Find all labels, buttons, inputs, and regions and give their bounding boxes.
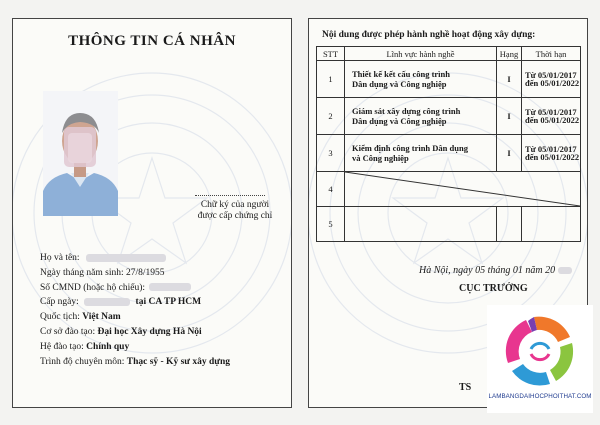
page-title: THÔNG TIN CÁ NHÂN [68,33,236,49]
dob-row: Ngày tháng năm sinh: 27/8/1955 [40,267,165,278]
col-stt: STT [317,47,345,61]
redacted-year [558,267,572,274]
signer-name: TS [459,382,472,393]
col-rank: Hạng [497,47,522,61]
table-header [317,47,581,61]
name-row: Họ và tên: [40,251,290,266]
redacted-id [149,283,191,291]
table-row: 3 Kiểm định công trình Dân dụng và Công nghiệp I Từ 05/01/2017 đến 05/01/2022 [317,135,581,172]
table-row: 1 Thiết kế kết cấu công trình Dân dụng và Công nghiệp I Từ 05/01/2017 đến 05/01/2022 [317,61,581,98]
col-field: Lĩnh vực hành nghề [345,47,497,61]
school-row: Cơ sở đào tạo: Đại học Xây dựng Hà Nội [40,326,202,337]
site-watermark [487,305,593,413]
table-row: 2 Giám sát xây dựng công trình Dân dụng và Công nghiệp I Từ 05/01/2017 đến 05/01/2022 [317,98,581,135]
signature-caption: Chữ ký của người được cấp chứng chỉ [197,200,273,221]
nationality-row: Quốc tịch: Việt Nam [40,312,121,323]
issue-date-row: Cấp ngày: tại CA TP HCM [40,297,202,308]
table-row: 4 [317,172,581,207]
strikeout-cell [345,172,581,207]
table-row: 5 [317,207,581,242]
signature-line [195,195,265,196]
id-number-row: Số CMND (hoặc hộ chiếu): [40,281,290,296]
issue-place-date: Hà Nội, ngày 05 tháng 01 năm 20 [419,265,572,276]
redacted-name [86,254,166,262]
scope-heading: Nội dung được phép hành nghề hoạt động xây dựng: [322,30,536,40]
col-term: Thời hạn [522,47,581,61]
strikeout-line [345,172,580,206]
training-system-row: Hệ đào tạo: Chính quy [40,341,130,352]
license-table [316,46,581,242]
director-title: CỤC TRƯỞNG [459,283,528,294]
qualification-row: Trình độ chuyên môn: Thạc sỹ - Kỹ sư xây dựng [40,356,230,367]
portrait-photo [43,91,118,216]
personal-info-page [12,18,292,408]
redacted-issue-date [84,298,130,306]
personal-info-list [40,251,290,369]
ring-logo-icon [487,309,593,395]
watermark-url: LAMBANGDAIHOCPHOITHAT.COM [488,393,592,400]
